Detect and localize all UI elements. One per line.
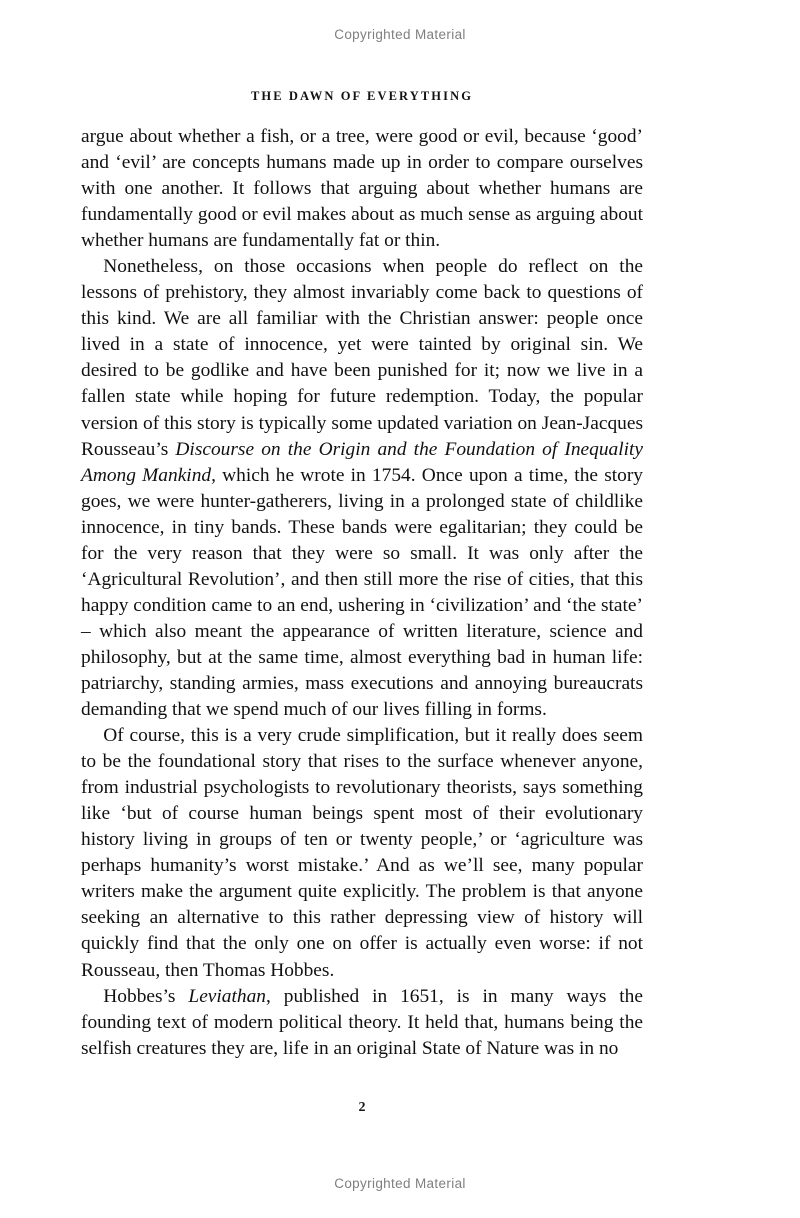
paragraph bbox=[81, 723, 643, 983]
paragraph bbox=[81, 984, 643, 1062]
copyright-watermark-top: Copyrighted Material bbox=[334, 27, 466, 42]
text-run: , which he wrote in 1754. Once upon a time, the story goes, we were hunter-gatherers, living in a prolonged state of childlike innocence, in tiny bands. These bands were egalitarian; they could be for the very reason that they were so small. It was only after the ‘Agricultural Revolution’, and then still more the rise of cities, that this happy condition came to an end, ushering in ‘civilization’ and ‘the state’ – which also meant the appearance of written literature, science and philosophy, but at the same time, almost everything bad in human life: patriarchy, standing armies, mass executions and annoying bureaucrats demanding that we spend much of our lives filling in forms. bbox=[81, 464, 643, 721]
text-run: argue about whether a fish, or a tree, were good or evil, because ‘good’ and ‘evil’ are concepts humans made up in order to compare ourselves with one another. It follows that arguing about whether humans are fundamentally good or evil makes about as much sense as arguing about whether humans are fundamentally fat or thin. bbox=[81, 126, 643, 252]
paragraph bbox=[81, 124, 643, 254]
copyright-watermark-bottom: Copyrighted Material bbox=[334, 1176, 466, 1191]
paragraph bbox=[81, 254, 643, 723]
text-run: Hobbes’s bbox=[103, 985, 189, 1007]
body-text-block bbox=[81, 124, 643, 1062]
italic-title-run: Leviathan bbox=[188, 985, 266, 1007]
text-run: Nonetheless, on those occasions when people do reflect on the lessons of prehistory, they almost invariably come back to questions of this kind. We are all familiar with the Christian answer: people once lived in a state of innocence, yet were tainted by original sin. We desired to be godlike and have been punished for it; now we live in a fallen state while hoping for future redemption. Today, the popular version of this story is typically some updated variation on Jean-Jacques Rousseau’s bbox=[81, 256, 643, 460]
italic-title-run: Discourse on the Origin and the Foundation of Inequality Among Mankind bbox=[81, 438, 644, 486]
text-run: , published in 1651, is in many ways the founding text of modern political theory. It held that, humans being the selfish creatures they are, life in an original State of Nature was in no bbox=[81, 985, 643, 1059]
page-number: 2 bbox=[358, 1100, 366, 1115]
running-head-title: THE DAWN OF EVERYTHING bbox=[250, 89, 474, 103]
text-run: Of course, this is a very crude simplification, but it really does seem to be the foundational story that rises to the surface whenever anyone, from industrial psychologists to revolutionary theorists, says something like ‘but of course human beings spent most of their evolutionary history living in groups of ten or twenty people,’ or ‘agriculture was perhaps humanity’s worst mistake.’ And as we’ll see, many popular writers make the argument quite explicitly. The problem is that anyone seeking an alternative to this rather depressing view of history will quickly find that the only one on offer is actually even worse: if not Rousseau, then Thomas Hobbes. bbox=[81, 725, 643, 981]
